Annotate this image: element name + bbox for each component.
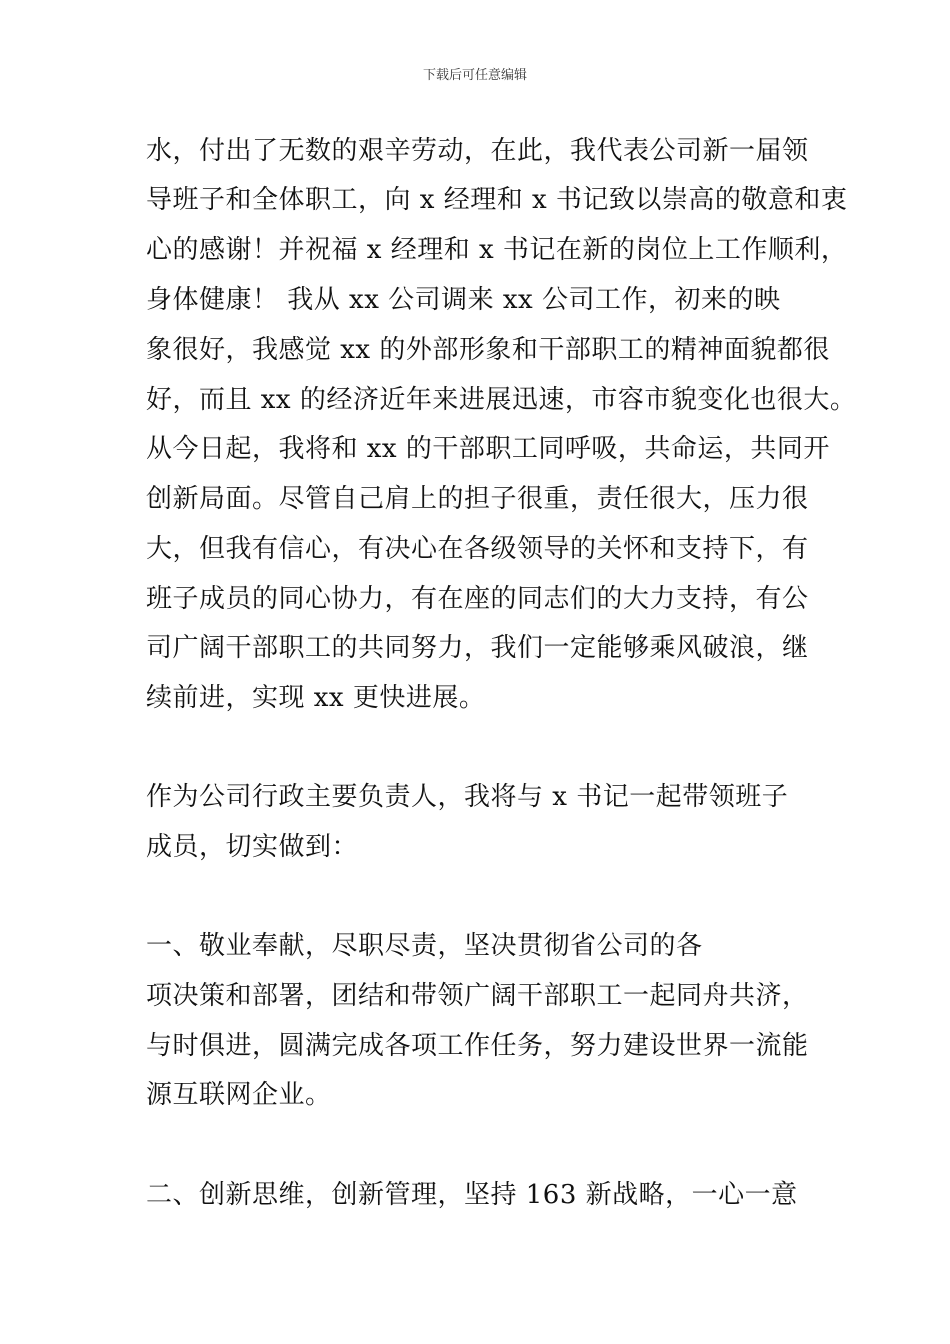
body-text-line: 班子成员的同心协力，有在座的同志们的大力支持，有公 <box>146 584 809 614</box>
page-header: 下载后可任意编辑 <box>422 68 527 83</box>
body-text-line: 与时俱进，圆满完成各项工作任务，努力建设世界一流能 <box>146 1031 809 1061</box>
body-text-line: 创新局面。尽管自己肩上的担子很重，责任很大，压力很 <box>146 484 809 514</box>
body-text-line: 导班子和全体职工，向 x 经理和 x 书记致以崇高的敬意和衷 <box>146 185 848 215</box>
body-text-line: 从今日起，我将和 xx 的干部职工同呼吸，共命运，共同开 <box>146 434 830 464</box>
body-text-line: 身体健康！ 我从 xx 公司调来 xx 公司工作，初来的映 <box>146 285 781 315</box>
body-text-line: 象很好，我感觉 xx 的外部形象和干部职工的精神面貌都很 <box>146 335 830 365</box>
body-text-line: 成员，切实做到： <box>146 832 359 862</box>
body-text-line: 水，付出了无数的艰辛劳动，在此，我代表公司新一届领 <box>146 136 809 166</box>
body-text-line: 项决策和部署，团结和带领广阔干部职工一起同舟共济， <box>146 981 809 1011</box>
body-text-line: 一、敬业奉献，尽职尽责，坚决贯彻省公司的各 <box>146 931 703 961</box>
body-text-line: 大，但我有信心，有决心在各级领导的关怀和支持下，有 <box>146 534 809 564</box>
body-text-line: 二、创新思维，创新管理，坚持 163 新战略，一心一意 <box>146 1180 798 1210</box>
body-text-line: 续前进，实现 xx 更快进展。 <box>146 683 486 713</box>
body-text-line: 作为公司行政主要负责人，我将与 x 书记一起带领班子 <box>146 782 789 812</box>
body-text-line: 源互联网企业。 <box>146 1080 332 1110</box>
body-text-line: 心的感谢！并祝福 x 经理和 x 书记在新的岗位上工作顺利， <box>146 235 848 265</box>
body-text-line: 好，而且 xx 的经济近年来进展迅速，市容市貌变化也很大。 <box>146 385 857 415</box>
body-text-line: 司广阔干部职工的共同努力，我们一定能够乘风破浪，继 <box>146 633 809 663</box>
